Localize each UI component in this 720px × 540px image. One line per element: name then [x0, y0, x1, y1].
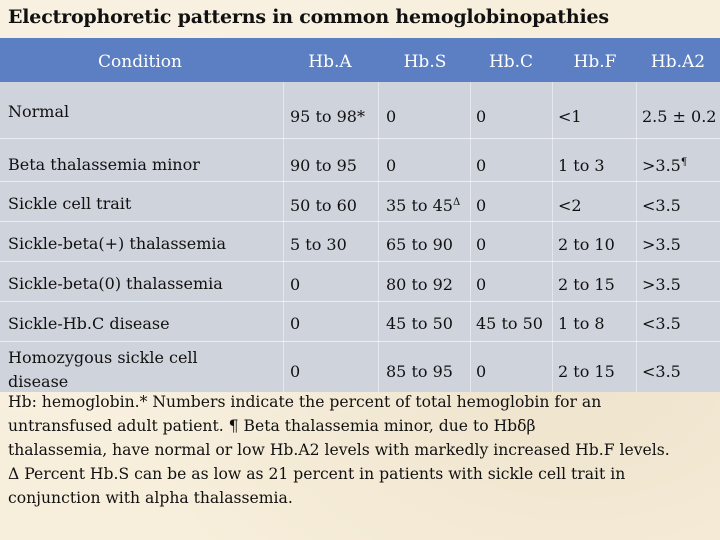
row-hba: 95 to 98*: [290, 107, 365, 126]
row-hbf: 1 to 8: [558, 314, 605, 333]
row-hba2: >3.5: [642, 235, 681, 254]
row-hbf: 1 to 3: [558, 156, 605, 175]
row-hbc: 0: [476, 156, 487, 175]
row-condition: Sickle-beta(+) thalassemia: [8, 234, 227, 253]
table-header: [0, 38, 720, 82]
row-hba: 50 to 60: [290, 196, 357, 215]
row-hba: 0: [290, 314, 301, 333]
row-hbs: 0: [386, 107, 397, 126]
row-hbc: 45 to 50: [476, 314, 543, 333]
header-hbc: Hb.C: [488, 52, 534, 72]
header-hbf: Hb.F: [573, 52, 617, 72]
row-hbs: 0: [386, 156, 397, 175]
row-hbf: <1: [558, 107, 582, 126]
row-hbf: 2 to 10: [558, 235, 615, 254]
row-condition: Sickle cell trait: [8, 194, 132, 213]
row-hba2: <3.5: [642, 362, 681, 381]
row-condition: Beta thalassemia minor: [8, 155, 200, 174]
row-hba: 5 to 30: [290, 235, 347, 254]
row-hba2: 2.5 ± 0.2: [642, 107, 717, 126]
footnote-line: untransfused adult patient. ¶ Beta thalassemia minor, due to Hbδβ: [8, 417, 536, 435]
table-row: [0, 302, 720, 342]
header-condition: Condition: [98, 52, 182, 72]
row-hbf: 2 to 15: [558, 362, 615, 381]
hemoglobin-table: [0, 38, 720, 392]
footnote-line: Hb: hemoglobin.* Numbers indicate the percent of total hemoglobin for an: [8, 393, 602, 411]
footnote-pilcrow-mark: ¶: [680, 157, 688, 168]
row-hba2: <3.5: [642, 196, 681, 215]
table-row: [0, 82, 720, 132]
table-row: [0, 222, 720, 262]
row-hba2: <3.5: [642, 314, 681, 333]
row-hbs: 65 to 90: [386, 235, 453, 254]
row-condition: Sickle-beta(0) thalassemia: [8, 274, 223, 293]
row-hbs: 85 to 95: [386, 362, 453, 381]
row-hbc: 0: [476, 235, 487, 254]
header-hba: Hb.A: [308, 52, 352, 72]
row-hba2: >3.5: [642, 156, 681, 175]
row-hba: 90 to 95: [290, 156, 357, 175]
row-condition-line2: disease: [8, 372, 69, 391]
table-row: [0, 139, 720, 179]
row-condition: Sickle-Hb.C disease: [8, 314, 170, 333]
footnote-delta-mark: Δ: [452, 197, 461, 208]
page-title: Electrophoretic patterns in common hemoglobinopathies: [8, 6, 609, 28]
row-hbc: 0: [476, 362, 487, 381]
row-hbc: 0: [476, 107, 487, 126]
table-footnote: [8, 390, 718, 510]
row-hba2: >3.5: [642, 275, 681, 294]
row-hbf: <2: [558, 196, 582, 215]
row-condition: Normal: [8, 102, 70, 121]
row-hbs: 35 to 45: [386, 196, 453, 215]
row-hbs: 45 to 50: [386, 314, 453, 333]
header-hbs: Hb.S: [403, 52, 447, 72]
row-hbc: 0: [476, 196, 487, 215]
footnote-line: thalassemia, have normal or low Hb.A2 levels with markedly increased Hb.F levels.: [8, 441, 670, 459]
row-hba: 0: [290, 275, 301, 294]
row-hbf: 2 to 15: [558, 275, 615, 294]
header-hba2: Hb.A2: [650, 52, 706, 72]
row-condition-line1: Homozygous sickle cell: [8, 348, 198, 367]
footnote-line: conjunction with alpha thalassemia.: [8, 489, 293, 507]
table-row: [0, 342, 720, 392]
row-hbs: 80 to 92: [386, 275, 453, 294]
table-row: [0, 262, 720, 302]
footnote-line: Δ Percent Hb.S can be as low as 21 percent in patients with sickle cell trait in: [8, 465, 626, 483]
row-hbc: 0: [476, 275, 487, 294]
row-hba: 0: [290, 362, 301, 381]
table-row: [0, 182, 720, 222]
